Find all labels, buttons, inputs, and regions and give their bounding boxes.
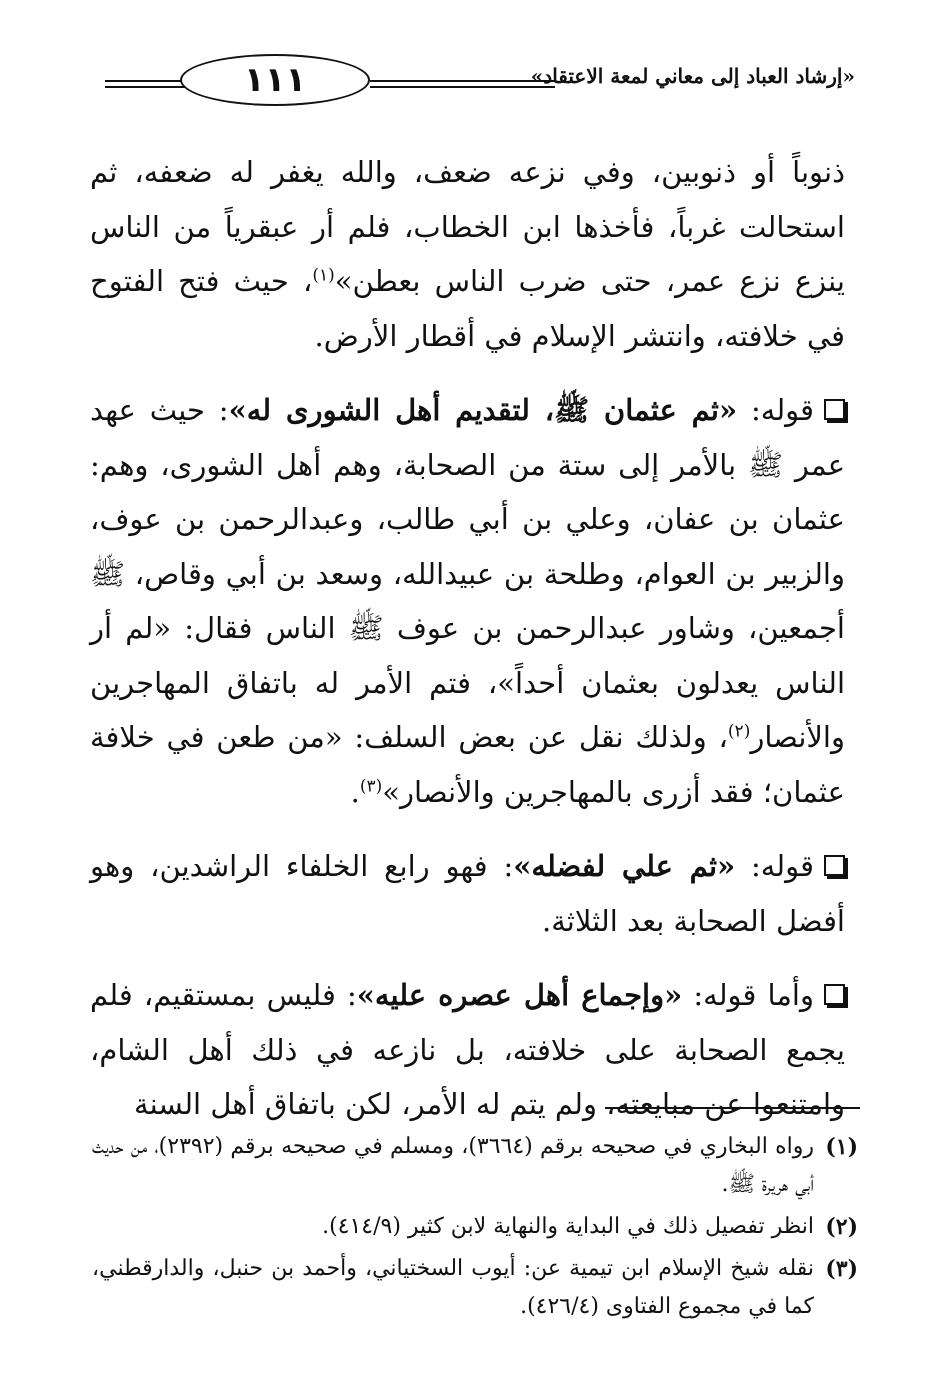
paragraph-3-text: : فهو رابع الخلفاء الراشدين، وهو أفضل الصحابة بعد الثلاثة. [90,849,845,938]
running-title: «إرشاد العباد إلى معاني لمعة الاعتقاد» [530,64,855,88]
paragraph-2-lead: قوله: [737,393,815,427]
header-rule-right [370,80,555,88]
paragraph-1 [90,145,845,363]
paragraph-4-lead: وأما قوله: [682,978,814,1012]
paragraph-3 [90,839,845,948]
footnote-ref-2[interactable]: (٢) [727,721,751,742]
checkbox-bullet-icon [824,399,845,420]
paragraph-3-quote: «ثم علي لفضله» [513,849,736,883]
paragraph-2-quote: «ثم عثمان ﷺ، لتقديم أهل الشورى له» [228,393,738,427]
footnote-1 [92,1128,858,1204]
footnote-3 [92,1250,858,1326]
footnote-2 [92,1208,858,1246]
main-text [90,145,845,1132]
paragraph-4-quote: «وإجماع أهل عصره عليه» [356,978,683,1012]
paragraph-1-tail: ، حيث فتح الفتوح في خلافته، وانتشر الإسلام في أقطار الأرض. [90,264,845,353]
paragraph-2-end: . [350,774,360,809]
footnote-text: انظر تفصيل ذلك في البداية والنهاية لابن كثير (٤١٤/٩). [322,1214,814,1239]
checkbox-bullet-icon [824,855,845,876]
paragraph-4-text: : فليس بمستقيم، فلم يجمع الصحابة على خلافته، بل نازعه في ذلك أهل الشام، وامتنعوا عن مبايعته، ولم يتم له الأمر، لكن باتفاق أهل السنة [90,978,845,1121]
footnote-number: (٣) [825,1256,858,1282]
page-number: ١١١ [180,54,370,106]
page-header [105,52,855,112]
paragraph-2-text-2: ، ولذلك نقل عن بعض السلف: «من طعن في خلافة عثمان؛ فقد أزرى بالمهاجرين والأنصار» [90,720,845,809]
footnote-text: نقله شيخ الإسلام ابن تيمية عن: أيوب السختياني، وأحمد بن حنبل، والدارقطني، كما في مجموع الفتاوى (٤٢٦/٤). [92,1256,814,1319]
footnote-ref-1[interactable]: (١) [312,265,335,286]
footnote-number: (١) [825,1134,858,1160]
footnote-number: (٢) [825,1214,858,1240]
footnotes [92,1128,858,1330]
paragraph-2-text: : حيث عهد عمر ﷺ بالأمر إلى ستة من الصحابة، وهم أهل الشورى، وهم: عثمان بن عفان، وعلي بن أبي طالب، وعبدالرحمن بن عوف، والزبير بن العوام، وطلحة بن عبيدالله، وسعد بن أبي وقاص، ﷺ أجمعين، وشاور عبدالرحمن بن عوف ﷺ الناس فقال: «لم أر الناس يعدلون بعثمان أحداً»، فتم الأمر له باتفاق المهاجرين والأنصار [90,393,845,754]
footnote-divider [605,1107,860,1109]
paragraph-2 [90,383,845,819]
footnote-text: رواه البخاري في صحيحه برقم (٣٦٦٤)، ومسلم في صحيحه برقم (٢٣٩٢)، من حديث أبي هريرة ﷺ. [92,1134,814,1197]
checkbox-bullet-icon [824,984,845,1005]
paragraph-1-text: ذنوباً أو ذنوبين، وفي نزعه ضعف، والله يغفر له ضعفه، ثم استحالت غرباً، فأخذها ابن الخطاب، فلم أر عبقرياً من الناس ينزع نزع عمر، حتى ضرب الناس بعطن» [90,155,845,298]
paragraph-3-lead: قوله: [735,849,814,883]
footnote-ref-3[interactable]: (٣) [359,775,383,796]
